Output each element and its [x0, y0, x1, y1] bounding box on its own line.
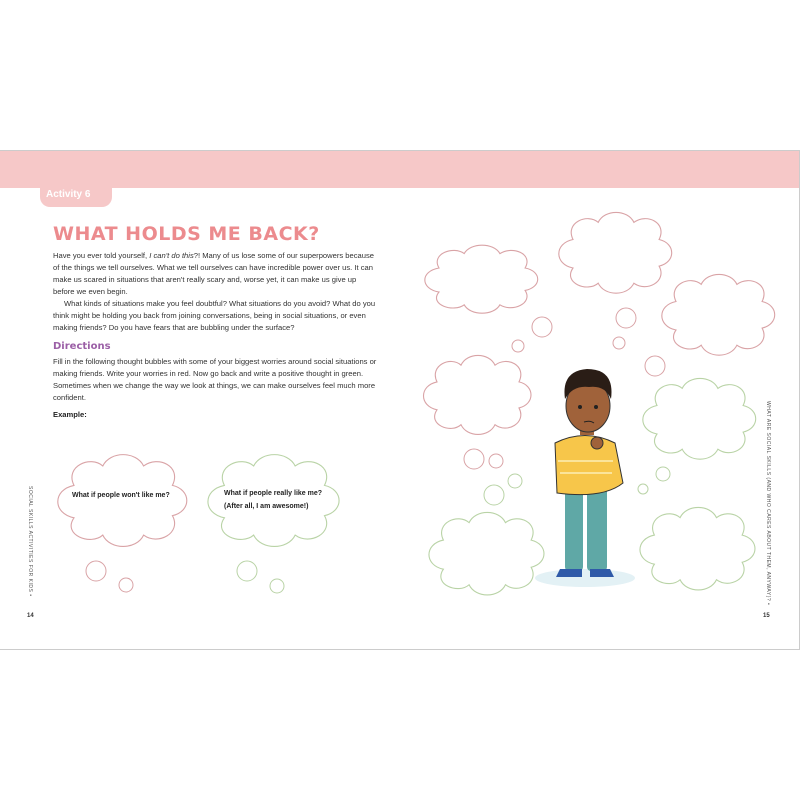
- intro-paragraph-2: What kinds of situations make you feel doubtful? What situations do you avoid? What do you think might be holding you back from joining conversations, being in social situations, or even making friends? Do you have fears that are bubbling under the surface?: [53, 299, 376, 332]
- page-number-left: 14: [27, 613, 34, 619]
- positive-line-1: What if people really like me?: [224, 490, 323, 497]
- example-label: Example:: [53, 410, 87, 419]
- page-number-right: 15: [763, 613, 770, 619]
- directions-text: Fill in the following thought bubbles with some of your biggest worries around social situations or making friends. Write your worries in red. Now go back and write a positive thought in green. Sometimes when we change the way we look at things, we can make ourselves feel much more confident.: [53, 357, 377, 402]
- activity-tab: Activity 6: [40, 187, 112, 207]
- book-spread: [0, 150, 800, 650]
- worry-cloud-example: [58, 455, 187, 592]
- thought-bubbles-art: [0, 151, 800, 649]
- intro-text-1a: Have you ever told yourself,: [53, 251, 150, 260]
- boy-illustration: [535, 369, 635, 587]
- positive-line-2: (After all, I am awesome!): [224, 503, 309, 510]
- positive-cloud-example: [208, 455, 339, 593]
- running-head-right: WHAT ARE SOCIAL SKILLS (AND WHO CARES ABOUT THEM, ANYWAY)? •: [765, 401, 771, 606]
- example-positive-text: [224, 487, 322, 513]
- intro-text-1b: ?! Many of us lose some of our superpowers because of the things we tell ourselves. What we tell ourselves can have incredible power over us. It can make us scared in situations that aren't really scary and, worse yet, it can make us give up before we even begin.: [53, 251, 375, 296]
- worry-clouds[interactable]: [424, 212, 775, 469]
- example-worry-text: What if people won't like me?: [72, 492, 170, 499]
- page-title: WHAT HOLDS ME BACK?: [53, 223, 320, 245]
- running-head-left: SOCIAL SKILLS ACTIVITIES FOR KIDS •: [27, 486, 33, 597]
- intro-italic: I can't do this: [149, 251, 194, 260]
- directions-heading: Directions: [53, 341, 111, 352]
